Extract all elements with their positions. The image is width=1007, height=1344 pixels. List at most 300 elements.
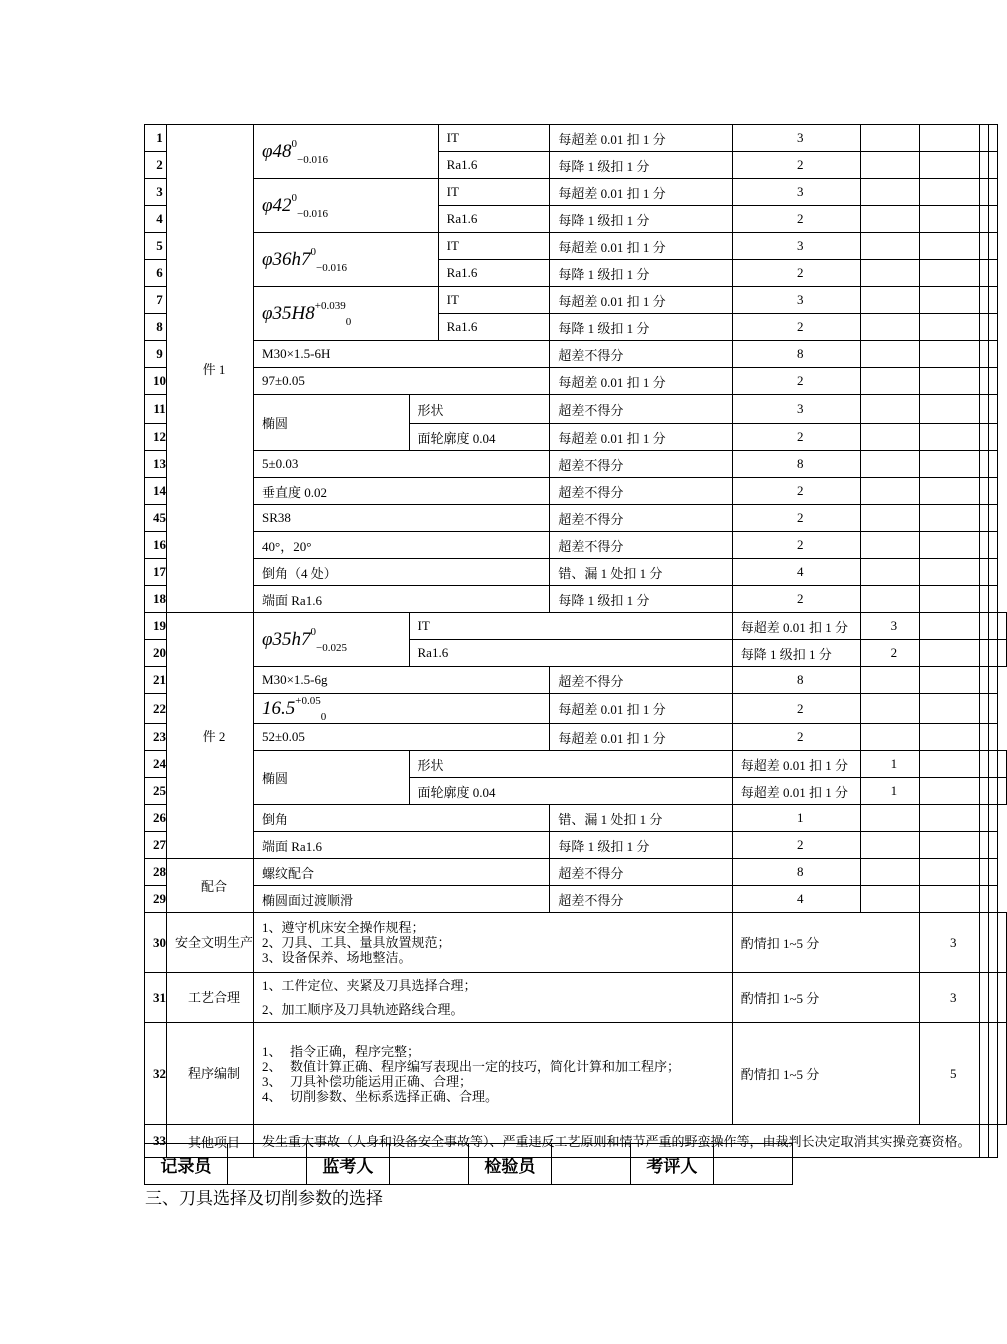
- tolerance-value: $\varphi 48^0_{-0.016}$: [262, 137, 328, 166]
- row-number: 17: [145, 559, 167, 586]
- scoring-rule: 酌情扣 1~5 分: [732, 913, 919, 973]
- blank-cell: [988, 886, 997, 913]
- evaluator-sign-cell: [713, 1144, 792, 1185]
- blank-cell: [860, 233, 919, 260]
- inspection-item: 40°，20°: [254, 532, 550, 559]
- blank-cell: [988, 206, 997, 233]
- part-group: 配合: [167, 859, 254, 913]
- blank-cell: [920, 778, 979, 805]
- table-row: [145, 125, 1007, 152]
- blank-cell: [988, 152, 997, 179]
- sub-item: 面轮廓度 0.04: [409, 424, 550, 451]
- points: 2: [732, 260, 860, 287]
- criteria-line: 1、遵守机床安全操作规程；: [262, 920, 425, 935]
- table-row: [145, 805, 1007, 832]
- row-number: 6: [145, 260, 167, 287]
- blank-cell: [920, 694, 979, 724]
- scoring-rule: 每超差 0.01 扣 1 分: [550, 368, 732, 395]
- table-row: [145, 859, 1007, 886]
- scoring-rule: 每降 1 级扣 1 分: [732, 640, 860, 667]
- inspection-item: M30×1.5-6g: [254, 667, 550, 694]
- row-number: 29: [145, 886, 167, 913]
- blank-cell: [860, 341, 919, 368]
- blank-cell: [979, 478, 988, 505]
- sub-item: 形状: [409, 751, 732, 778]
- blank-cell: [860, 424, 919, 451]
- scoring-rule: 超差不得分: [550, 395, 732, 424]
- row-number: 31: [145, 973, 167, 1023]
- tolerance-value: $\varphi 36h7^0_{-0.016}$: [262, 245, 347, 274]
- scoring-rule: 超差不得分: [550, 859, 732, 886]
- table-row: [145, 586, 1007, 613]
- scoring-rule: 每降 1 级扣 1 分: [550, 832, 732, 859]
- blank-cell: [988, 640, 997, 667]
- other-items-text: 发生重大事故（人身和设备安全事故等）、严重违反工艺原则和情节严重的野蛮操作等，由裁判长决定取消其实操竞赛资格。: [254, 1125, 980, 1158]
- row-number: 16: [145, 532, 167, 559]
- points: 3: [732, 395, 860, 424]
- blank-cell: [920, 859, 979, 886]
- blank-cell: [979, 206, 988, 233]
- blank-cell: [979, 886, 988, 913]
- table-row: [145, 368, 1007, 395]
- table-row: [145, 886, 1007, 913]
- row-number: 18: [145, 586, 167, 613]
- blank-cell: [860, 559, 919, 586]
- scoring-rule: 超差不得分: [550, 532, 732, 559]
- blank-cell: [979, 973, 988, 1023]
- blank-cell: [860, 724, 919, 751]
- row-number: 2: [145, 152, 167, 179]
- table-row: [145, 532, 1007, 559]
- recorder-label: 记录员: [145, 1144, 228, 1185]
- blank-cell: [988, 478, 997, 505]
- row-number: 26: [145, 805, 167, 832]
- scoring-table: [144, 124, 1007, 1158]
- blank-cell: [860, 586, 919, 613]
- scoring-rule: 每降 1 级扣 1 分: [550, 206, 732, 233]
- points: 1: [860, 778, 919, 805]
- sub-item: Ra1.6: [438, 314, 550, 341]
- blank-cell: [860, 532, 919, 559]
- blank-cell: [860, 206, 919, 233]
- blank-cell: [979, 859, 988, 886]
- blank-cell: [860, 125, 919, 152]
- table-row: [145, 694, 1007, 724]
- row-number: 32: [145, 1023, 167, 1125]
- tolerance-value: $16.5^{+0.05}_0$: [262, 694, 327, 723]
- row-number: 10: [145, 368, 167, 395]
- row-number: 4: [145, 206, 167, 233]
- blank-cell: [860, 287, 919, 314]
- row-number: 27: [145, 832, 167, 859]
- row-number: 13: [145, 451, 167, 478]
- blank-cell: [979, 125, 988, 152]
- blank-cell: [860, 859, 919, 886]
- scoring-rule: 酌情扣 1~5 分: [732, 1023, 919, 1125]
- blank-cell: [979, 1125, 988, 1158]
- points: 2: [732, 152, 860, 179]
- blank-cell: [988, 913, 997, 973]
- blank-cell: [988, 287, 997, 314]
- row-number: 1: [145, 125, 167, 152]
- blank-cell: [988, 341, 997, 368]
- blank-cell: [988, 451, 997, 478]
- points: 2: [732, 532, 860, 559]
- inspection-item: 倒角: [254, 805, 550, 832]
- row-number: 20: [145, 640, 167, 667]
- inspection-item: 垂直度 0.02: [254, 478, 550, 505]
- points: 3: [732, 125, 860, 152]
- points: 8: [732, 451, 860, 478]
- proctor-sign-cell: [389, 1144, 468, 1185]
- row-number: 7: [145, 287, 167, 314]
- blank-cell: [997, 613, 1006, 640]
- blank-cell: [920, 505, 979, 532]
- blank-cell: [979, 424, 988, 451]
- points: 2: [732, 724, 860, 751]
- blank-cell: [988, 505, 997, 532]
- blank-cell: [979, 341, 988, 368]
- inspection-item: 端面 Ra1.6: [254, 832, 550, 859]
- part-group: 程序编制: [167, 1023, 254, 1125]
- row-number: 14: [145, 478, 167, 505]
- row-number: 24: [145, 751, 167, 778]
- blank-cell: [988, 778, 997, 805]
- blank-cell: [979, 395, 988, 424]
- blank-cell: [920, 478, 979, 505]
- scoring-rule: 每超差 0.01 扣 1 分: [550, 125, 732, 152]
- inspector-label: 检验员: [469, 1144, 552, 1185]
- section-title: 三、刀具选择及切削参数的选择: [145, 1189, 383, 1209]
- table-row: [145, 1023, 1007, 1125]
- blank-cell: [860, 667, 919, 694]
- scoring-rule: 超差不得分: [550, 478, 732, 505]
- blank-cell: [860, 694, 919, 724]
- sub-item: IT: [409, 613, 732, 640]
- scoring-rule: 超差不得分: [550, 886, 732, 913]
- blank-cell: [988, 832, 997, 859]
- criteria-line: 3、设备保养、场地整洁。: [262, 950, 412, 965]
- row-number: 12: [145, 424, 167, 451]
- sub-item: IT: [438, 125, 550, 152]
- blank-cell: [979, 751, 988, 778]
- blank-cell: [920, 206, 979, 233]
- points: 2: [732, 694, 860, 724]
- scoring-rule: 超差不得分: [550, 505, 732, 532]
- criteria-list: [254, 1023, 733, 1125]
- points: 1: [732, 805, 860, 832]
- inspection-item: [254, 233, 439, 287]
- inspection-item: 螺纹配合: [254, 859, 550, 886]
- inspection-item: 52±0.05: [254, 724, 550, 751]
- sub-item: Ra1.6: [438, 152, 550, 179]
- row-number: 9: [145, 341, 167, 368]
- points: 2: [732, 368, 860, 395]
- blank-cell: [920, 613, 979, 640]
- part-group: 其他项目: [167, 1125, 254, 1158]
- points: 2: [732, 424, 860, 451]
- blank-cell: [979, 1023, 988, 1125]
- scoring-rule: 每超差 0.01 扣 1 分: [550, 179, 732, 206]
- blank-cell: [988, 368, 997, 395]
- scoring-rule: 每超差 0.01 扣 1 分: [550, 724, 732, 751]
- scoring-rule: 每超差 0.01 扣 1 分: [550, 233, 732, 260]
- points: 8: [732, 859, 860, 886]
- blank-cell: [979, 667, 988, 694]
- criteria-line: 1、 指令正确，程序完整；: [262, 1043, 421, 1059]
- points: 2: [860, 640, 919, 667]
- blank-cell: [988, 260, 997, 287]
- scoring-rule: 错、漏 1 处扣 1 分: [550, 805, 732, 832]
- table-row: [145, 179, 1007, 206]
- points: 2: [732, 505, 860, 532]
- points: 3: [920, 973, 979, 1023]
- sub-item: 形状: [409, 395, 550, 424]
- sub-item: IT: [438, 287, 550, 314]
- table-row: [145, 832, 1007, 859]
- inspection-item: 椭圆: [254, 395, 410, 451]
- blank-cell: [997, 751, 1006, 778]
- blank-cell: [988, 859, 997, 886]
- tolerance-value: $\varphi 42^0_{-0.016}$: [262, 191, 328, 220]
- blank-cell: [920, 532, 979, 559]
- criteria-line: 1、工件定位、夹紧及刀具选择合理；: [262, 977, 477, 993]
- blank-cell: [920, 424, 979, 451]
- blank-cell: [988, 314, 997, 341]
- blank-cell: [979, 260, 988, 287]
- blank-cell: [979, 805, 988, 832]
- blank-cell: [979, 314, 988, 341]
- sub-item: IT: [438, 179, 550, 206]
- blank-cell: [988, 805, 997, 832]
- blank-cell: [920, 341, 979, 368]
- blank-cell: [988, 1125, 997, 1158]
- blank-cell: [860, 805, 919, 832]
- points: 1: [860, 751, 919, 778]
- points: 2: [732, 832, 860, 859]
- tolerance-value: $\varphi 35H8^{+0.039}_0$: [262, 299, 352, 328]
- blank-cell: [988, 424, 997, 451]
- blank-cell: [988, 179, 997, 206]
- table-row: [145, 613, 1007, 640]
- part-group: 件 2: [167, 613, 254, 859]
- blank-cell: [920, 832, 979, 859]
- scoring-rule: 酌情扣 1~5 分: [732, 973, 919, 1023]
- inspector-sign-cell: [551, 1144, 630, 1185]
- blank-cell: [860, 368, 919, 395]
- points: 3: [860, 613, 919, 640]
- blank-cell: [860, 260, 919, 287]
- row-number: 11: [145, 395, 167, 424]
- sub-item: Ra1.6: [409, 640, 732, 667]
- blank-cell: [920, 287, 979, 314]
- points: 8: [732, 667, 860, 694]
- row-number: 3: [145, 179, 167, 206]
- blank-cell: [860, 505, 919, 532]
- scoring-rule: 每超差 0.01 扣 1 分: [550, 424, 732, 451]
- criteria-list: [254, 973, 733, 1023]
- blank-cell: [860, 152, 919, 179]
- blank-cell: [979, 778, 988, 805]
- blank-cell: [860, 179, 919, 206]
- points: 2: [732, 586, 860, 613]
- blank-cell: [988, 125, 997, 152]
- points: 4: [732, 559, 860, 586]
- blank-cell: [860, 478, 919, 505]
- criteria-line: 3、 刀具补偿功能运用正确、合理；: [262, 1073, 473, 1089]
- blank-cell: [988, 559, 997, 586]
- blank-cell: [997, 1023, 1006, 1125]
- blank-cell: [860, 314, 919, 341]
- blank-cell: [920, 233, 979, 260]
- blank-cell: [979, 694, 988, 724]
- criteria-ordered-list: [262, 1044, 724, 1104]
- criteria-list: [254, 913, 733, 973]
- scoring-rule: 超差不得分: [550, 667, 732, 694]
- blank-cell: [920, 314, 979, 341]
- blank-cell: [920, 368, 979, 395]
- inspection-item: [254, 179, 439, 233]
- blank-cell: [979, 913, 988, 973]
- blank-cell: [979, 832, 988, 859]
- blank-cell: [920, 451, 979, 478]
- inspection-item: 97±0.05: [254, 368, 550, 395]
- table-row: [145, 751, 1007, 778]
- scoring-rule: 每超差 0.01 扣 1 分: [550, 694, 732, 724]
- scoring-rule: 每降 1 级扣 1 分: [550, 152, 732, 179]
- blank-cell: [860, 451, 919, 478]
- blank-cell: [920, 886, 979, 913]
- blank-cell: [920, 667, 979, 694]
- row-number: 25: [145, 778, 167, 805]
- blank-cell: [979, 451, 988, 478]
- blank-cell: [979, 152, 988, 179]
- blank-cell: [997, 640, 1006, 667]
- blank-cell: [988, 586, 997, 613]
- inspection-item: M30×1.5-6H: [254, 341, 550, 368]
- table-row: [145, 233, 1007, 260]
- table-row: [145, 395, 1007, 424]
- points: 2: [732, 314, 860, 341]
- row-number: 19: [145, 613, 167, 640]
- blank-cell: [988, 667, 997, 694]
- blank-cell: [979, 179, 988, 206]
- scoring-rule: 超差不得分: [550, 341, 732, 368]
- table-row: [145, 341, 1007, 368]
- blank-cell: [979, 287, 988, 314]
- table-row: [145, 451, 1007, 478]
- blank-cell: [979, 613, 988, 640]
- blank-cell: [860, 395, 919, 424]
- blank-cell: [920, 586, 979, 613]
- scoring-rule: 每超差 0.01 扣 1 分: [550, 287, 732, 314]
- blank-cell: [920, 751, 979, 778]
- points: 2: [732, 206, 860, 233]
- recorder-sign-cell: [227, 1144, 306, 1185]
- blank-cell: [920, 260, 979, 287]
- row-number: 23: [145, 724, 167, 751]
- points: 3: [732, 233, 860, 260]
- blank-cell: [988, 724, 997, 751]
- sub-item: IT: [438, 233, 550, 260]
- row-number: 33: [145, 1125, 167, 1158]
- blank-cell: [860, 832, 919, 859]
- row-number: 8: [145, 314, 167, 341]
- inspection-item: 倒角（4 处）: [254, 559, 550, 586]
- inspection-item: [254, 613, 410, 667]
- blank-cell: [997, 973, 1006, 1023]
- scoring-rule: 每降 1 级扣 1 分: [550, 586, 732, 613]
- inspection-item: 椭圆: [254, 751, 410, 805]
- part-group: 件 1: [167, 125, 254, 613]
- scoring-rule: 每超差 0.01 扣 1 分: [732, 778, 860, 805]
- scoring-rule: 每超差 0.01 扣 1 分: [732, 613, 860, 640]
- inspection-item: [254, 287, 439, 341]
- blank-cell: [920, 152, 979, 179]
- blank-cell: [979, 505, 988, 532]
- criteria-line: 2、加工顺序及刀具轨迹路线合理。: [262, 1001, 464, 1017]
- scoring-rule: 超差不得分: [550, 451, 732, 478]
- blank-cell: [979, 233, 988, 260]
- criteria-line: 2、 数值计算正确、程序编写表现出一定的技巧，简化计算和加工程序；: [262, 1058, 681, 1074]
- row-number: 30: [145, 913, 167, 973]
- sub-item: Ra1.6: [438, 206, 550, 233]
- blank-cell: [920, 805, 979, 832]
- row-number: 22: [145, 694, 167, 724]
- inspection-item: 5±0.03: [254, 451, 550, 478]
- scoring-table-body: [145, 125, 1007, 1158]
- blank-cell: [988, 694, 997, 724]
- row-number: 28: [145, 859, 167, 886]
- blank-cell: [860, 886, 919, 913]
- criteria-line: 4、 切削参数、坐标系选择正确、合理。: [262, 1088, 499, 1104]
- points: 4: [732, 886, 860, 913]
- blank-cell: [997, 913, 1006, 973]
- blank-cell: [988, 532, 997, 559]
- table-row: [145, 724, 1007, 751]
- row-number: 21: [145, 667, 167, 694]
- part-group: 安全文明生产: [167, 913, 254, 973]
- points: 5: [920, 1023, 979, 1125]
- points: 3: [732, 179, 860, 206]
- blank-cell: [979, 559, 988, 586]
- inspection-item: 端面 Ra1.6: [254, 586, 550, 613]
- blank-cell: [988, 751, 997, 778]
- blank-cell: [979, 586, 988, 613]
- tolerance-value: $\varphi 35h7^0_{-0.025}$: [262, 625, 347, 654]
- scoring-rule: 每降 1 级扣 1 分: [550, 314, 732, 341]
- table-row: [145, 505, 1007, 532]
- inspection-item: [254, 694, 550, 724]
- table-row: [145, 973, 1007, 1023]
- inspection-item: 椭圆面过渡顺滑: [254, 886, 550, 913]
- table-row: [145, 478, 1007, 505]
- blank-cell: [988, 1023, 997, 1125]
- blank-cell: [920, 559, 979, 586]
- blank-cell: [988, 233, 997, 260]
- inspection-item: SR38: [254, 505, 550, 532]
- criteria-line: 2、刀具、工具、量具放置规范；: [262, 935, 451, 950]
- inspection-item: [254, 125, 439, 179]
- scoring-rule: 错、漏 1 处扣 1 分: [550, 559, 732, 586]
- blank-cell: [988, 973, 997, 1023]
- points: 8: [732, 341, 860, 368]
- sub-item: 面轮廓度 0.04: [409, 778, 732, 805]
- table-row: [145, 667, 1007, 694]
- blank-cell: [997, 778, 1006, 805]
- signature-table: [144, 1143, 950, 1185]
- table-row: [145, 559, 1007, 586]
